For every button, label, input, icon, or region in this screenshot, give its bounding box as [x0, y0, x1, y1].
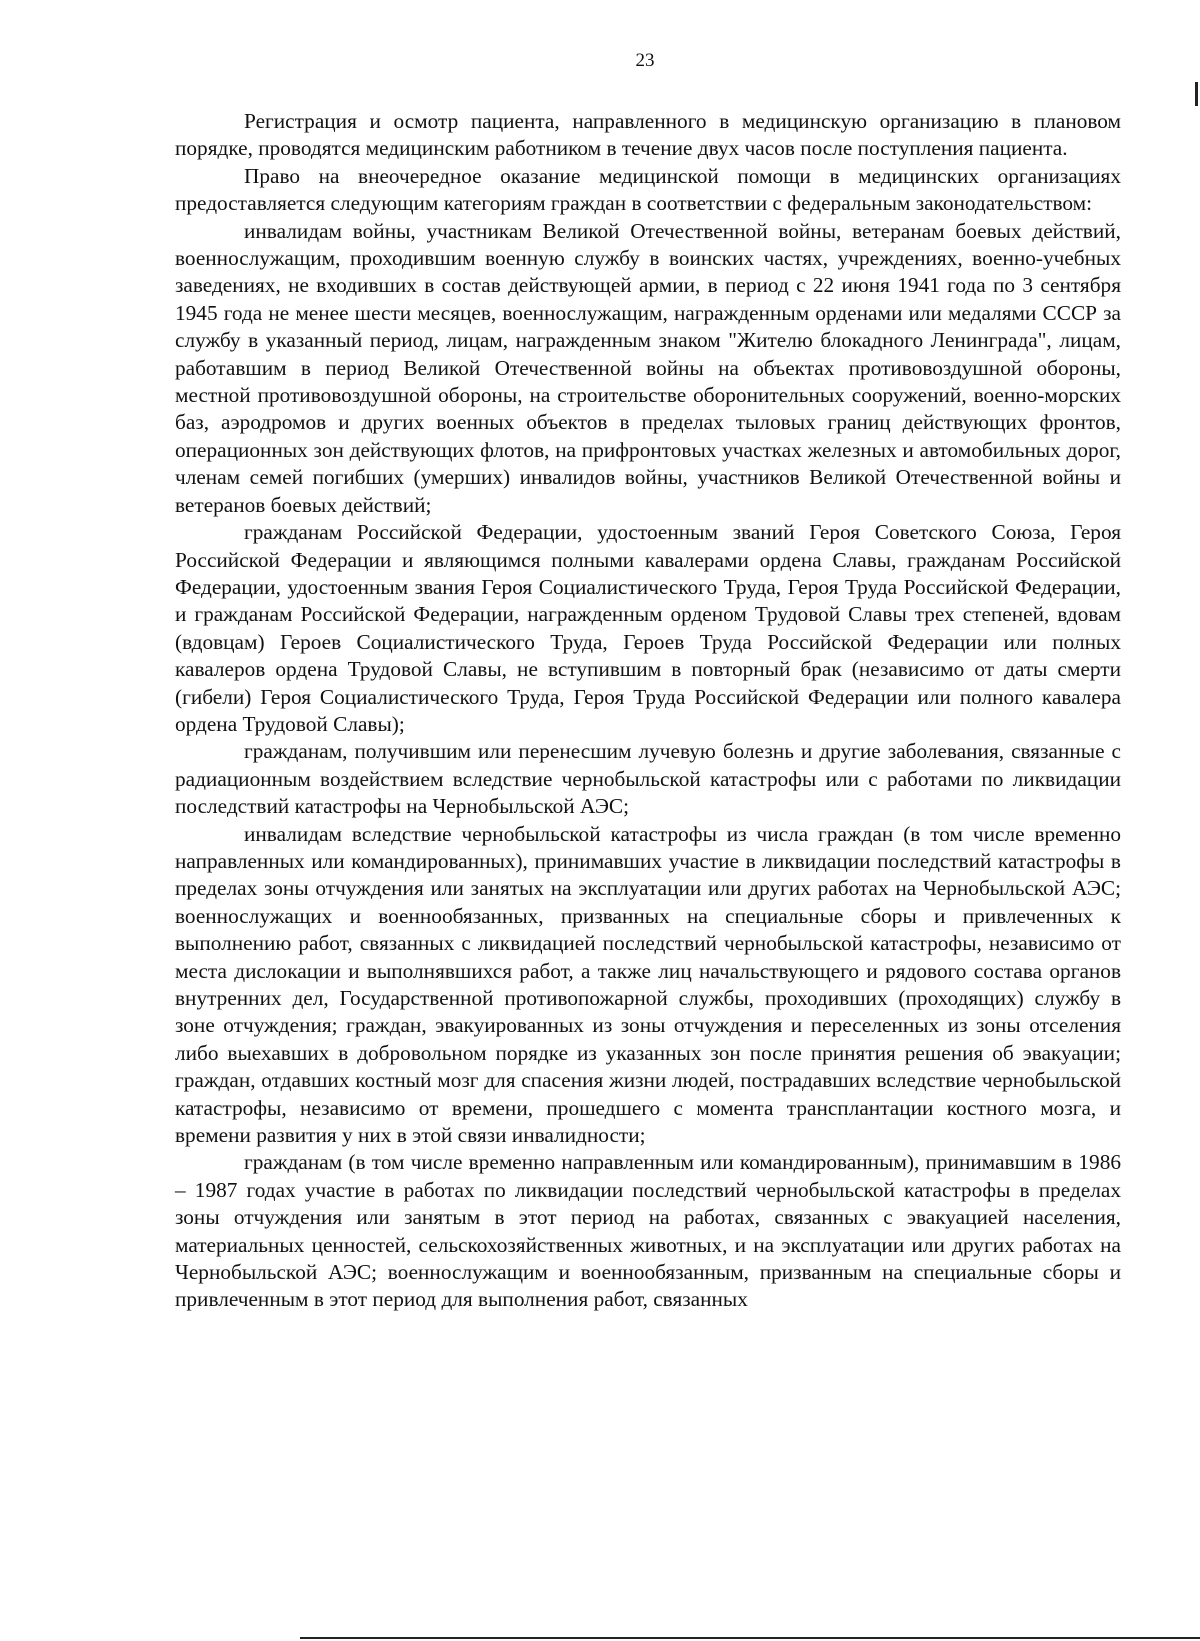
bottom-rule — [300, 1637, 1200, 1639]
document-body — [175, 108, 1121, 1314]
paragraph-registration: Регистрация и осмотр пациента, направленного в медицинскую организацию в плановом порядке, проводятся медицинским работником в течение двух часов после поступления пациента. — [175, 109, 1121, 161]
paragraph-radiation-illness: гражданам, получившим или перенесшим лучевую болезнь и другие заболевания, связанные с радиационным воздействием вследствие чернобыльской катастрофы или с работами по ликвидации последствий катастрофы на Чернобыльской АЭС; — [175, 739, 1121, 819]
paragraph-priority-right: Право на внеочередное оказание медицинской помощи в медицинских организациях предоставляется следующим категориям граждан в соответствии с федеральным законодательством: — [175, 163, 1121, 216]
paragraph-chernobyl-workers: гражданам (в том числе временно направленным или командированным), принимавшим в 1986 – 1987 годах участие в работах по ликвидации последствий чернобыльской катастрофы в пределах зоны отчуждения или занятым в этот период на работах, связанных с эвакуацией населения, материальных ценностей, сельскохозяйственных животных, и на эксплуатации или других работах на Чернобыльской АЭС; военнослужащим и военнообязанным, призванным на специальные сборы и привлеченным в этот период для выполнения работ, связанных — [175, 1150, 1121, 1312]
margin-mark — [1195, 82, 1198, 106]
paragraph-war-invalids: инвалидам войны, участникам Великой Отечественной войны, ветеранам боевых действий, военнослужащим, проходившим военную службу в воинских частях, учреждениях, военно-учебных заведениях, не входивших в состав действующей армии, в период с 22 июня 1941 года по 3 сентября 1945 года не менее шести месяцев, военнослужащим, награжденным орденами или медалями СССР за службу в указанный период, лицам, награжденным знаком "Жителю блокадного Ленинграда", лицам, работавшим в период Великой Отечественной войны на объектах противовоздушной обороны, местной противовоздушной обороны, на строительстве оборонительных сооружений, военно-морских баз, аэродромов и других военных объектов в пределах тыловых границ действующих фронтов, операционных зон действующих флотов, на прифронтовых участках железных и автомобильных дорог, членам семей погибших (умерших) инвалидов войны, участников Великой Отечественной войны и ветеранов боевых действий; — [175, 218, 1121, 517]
page-number: 23 — [635, 50, 655, 71]
paragraph-heroes: гражданам Российской Федерации, удостоенным званий Героя Советского Союза, Героя Российской Федерации и являющимся полными кавалерами ордена Славы, гражданам Российской Федерации, удостоенным звания Героя Социалистического Труда, Героя Труда Российской Федерации, и гражданам Российской Федерации, награжденным орденом Трудовой Славы трех степеней, вдовам (вдовцам) Героев Социалистического Труда, Героев Труда Российской Федерации или полных кавалеров ордена Трудовой Славы, не вступившим в повторный брак (независимо от даты смерти (гибели) Героя Социалистического Труда, Героя Труда Российской Федерации или полного кавалера ордена Трудовой Славы); — [175, 520, 1121, 736]
paragraph-chernobyl-invalids: инвалидам вследствие чернобыльской катастрофы из числа граждан (в том числе временно направленных или командированных), принимавших участие в ликвидации последствий катастрофы в пределах зоны отчуждения или занятых на эксплуатации или других работах на Чернобыльской АЭС; военнослужащих и военнообязанных, призванных на специальные сборы и привлеченных к выполнению работ, связанных с ликвидацией последствий чернобыльской катастрофы, независимо от места дислокации и выполнявшихся работ, а также лиц начальствующего и рядового состава органов внутренних дел, Государственной противопожарной службы, проходивших (проходящих) службу в зоне отчуждения; граждан, эвакуированных из зоны отчуждения и переселенных из зоны отселения либо выехавших в добровольном порядке из указанных зон после принятия решения об эвакуации; граждан, отдавших костный мозг для спасения жизни людей, пострадавших вследствие чернобыльской катастрофы, независимо от времени, прошедшего с момента трансплантации костного мозга, и времени развития у них в этой связи инвалидности; — [175, 821, 1121, 1148]
